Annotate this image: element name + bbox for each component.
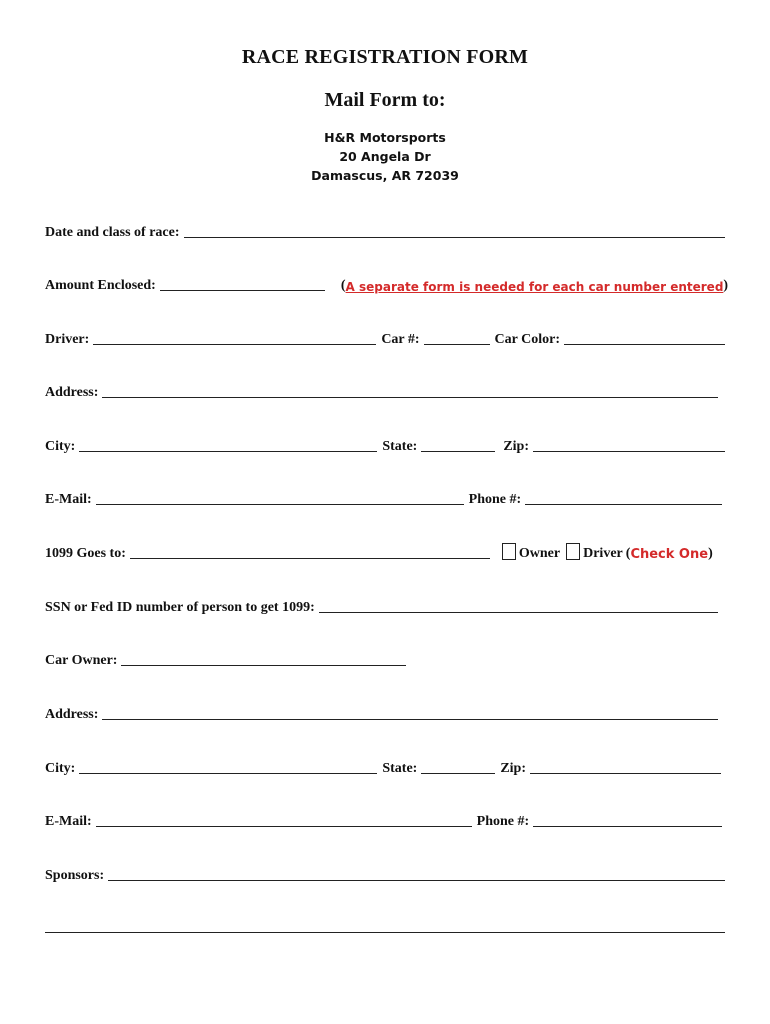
owner-zip-field[interactable] bbox=[530, 759, 721, 774]
city-row bbox=[45, 435, 725, 455]
sponsors-extra-line[interactable] bbox=[45, 932, 725, 933]
owner-email-label: E-Mail: bbox=[45, 814, 92, 829]
owner-zip-label: Zip: bbox=[500, 761, 527, 776]
email-row bbox=[45, 488, 722, 508]
owner-checkbox[interactable] bbox=[502, 543, 516, 560]
driver-checkbox[interactable] bbox=[566, 543, 580, 560]
address-row bbox=[45, 381, 718, 401]
mail-address-line-1: H&R Motorsports bbox=[324, 130, 446, 145]
mail-to-heading: Mail Form to: bbox=[324, 89, 446, 111]
driver-option-label: Driver bbox=[583, 546, 623, 561]
email-label: E-Mail: bbox=[45, 492, 92, 507]
sponsors-row bbox=[45, 864, 725, 884]
phone-field[interactable] bbox=[525, 490, 722, 505]
date-class-field[interactable] bbox=[184, 223, 725, 238]
owner-state-label: State: bbox=[382, 761, 418, 776]
goes-1099-field[interactable] bbox=[130, 544, 490, 559]
zip-field[interactable] bbox=[533, 437, 725, 452]
ssn-field[interactable] bbox=[319, 598, 718, 613]
phone-label: Phone #: bbox=[468, 492, 522, 507]
owner-city-field[interactable] bbox=[79, 759, 377, 774]
ssn-label: SSN or Fed ID number of person to get 1099: bbox=[45, 600, 315, 615]
amount-field[interactable] bbox=[160, 276, 325, 291]
state-field[interactable] bbox=[421, 437, 495, 452]
city-field[interactable] bbox=[79, 437, 377, 452]
email-field[interactable] bbox=[96, 490, 464, 505]
form-title: RACE REGISTRATION FORM bbox=[241, 46, 529, 68]
car-owner-label: Car Owner: bbox=[45, 653, 118, 668]
car-color-label: Car Color: bbox=[494, 332, 560, 347]
mail-address-line-2: 20 Angela Dr bbox=[339, 149, 431, 164]
driver-row bbox=[45, 328, 725, 348]
owner-address-label: Address: bbox=[45, 707, 99, 722]
owner-state-field[interactable] bbox=[421, 759, 495, 774]
owner-email-field[interactable] bbox=[96, 812, 472, 827]
ssn-row bbox=[45, 596, 718, 616]
car-number-label: Car #: bbox=[381, 332, 420, 347]
check-one-note: Check One bbox=[630, 547, 709, 562]
date-class-row bbox=[45, 221, 725, 241]
separate-form-note: A separate form is needed for each car number entered bbox=[345, 280, 724, 294]
owner-email-row bbox=[45, 810, 722, 830]
owner-option-label: Owner bbox=[518, 546, 561, 561]
check-close-paren: ) bbox=[708, 546, 713, 561]
owner-address-row bbox=[45, 703, 718, 723]
goes-1099-row bbox=[45, 542, 725, 562]
state-label: State: bbox=[382, 439, 418, 454]
owner-phone-field[interactable] bbox=[533, 812, 722, 827]
driver-label: Driver: bbox=[45, 332, 90, 347]
owner-city-row bbox=[45, 757, 721, 777]
amount-row bbox=[45, 274, 729, 294]
car-number-field[interactable] bbox=[424, 330, 490, 345]
car-owner-field[interactable] bbox=[121, 651, 406, 666]
driver-field[interactable] bbox=[93, 330, 376, 345]
address-field[interactable] bbox=[102, 383, 718, 398]
zip-label: Zip: bbox=[503, 439, 530, 454]
address-label: Address: bbox=[45, 385, 99, 400]
owner-address-field[interactable] bbox=[102, 705, 718, 720]
date-class-label: Date and class of race: bbox=[45, 225, 180, 240]
goes-1099-label: 1099 Goes to: bbox=[45, 546, 126, 561]
owner-phone-label: Phone #: bbox=[476, 814, 530, 829]
note-close-paren: ) bbox=[723, 278, 729, 293]
city-label: City: bbox=[45, 439, 76, 454]
note-open-paren: ( bbox=[340, 278, 346, 293]
sponsors-label: Sponsors: bbox=[45, 868, 105, 883]
car-owner-row bbox=[45, 649, 725, 669]
mail-address-line-3: Damascus, AR 72039 bbox=[311, 168, 459, 183]
amount-label: Amount Enclosed: bbox=[45, 278, 156, 293]
check-open-paren: ( bbox=[625, 546, 631, 561]
car-color-field[interactable] bbox=[564, 330, 725, 345]
sponsors-field[interactable] bbox=[108, 866, 725, 881]
owner-city-label: City: bbox=[45, 761, 76, 776]
